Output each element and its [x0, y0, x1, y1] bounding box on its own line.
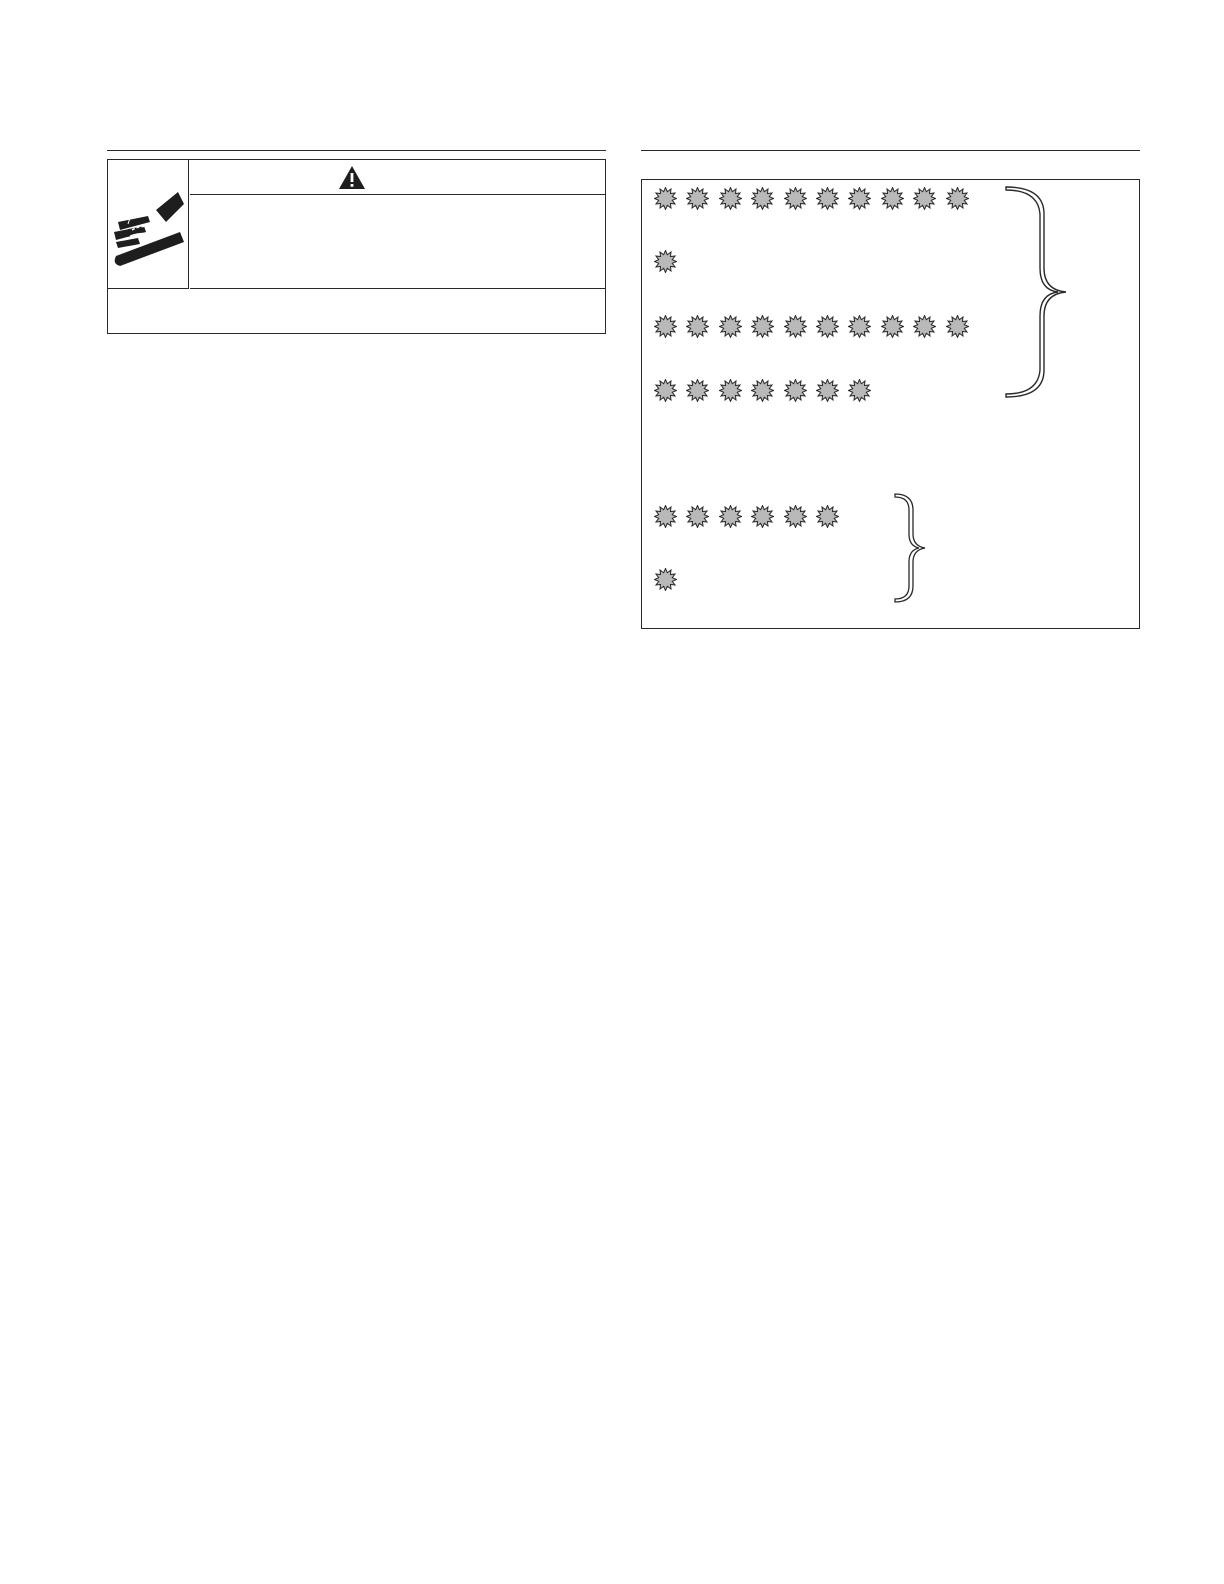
- starburst-icon: [719, 505, 742, 528]
- starburst-icon: [946, 315, 969, 338]
- high-pressure-injection-icon: [108, 160, 188, 288]
- starburst-icon: [719, 379, 742, 402]
- starburst-icon: [654, 568, 677, 591]
- starburst-icon: [816, 505, 839, 528]
- small-curly-brace: [893, 492, 929, 604]
- hazard-icon-cell: [108, 160, 189, 289]
- warning-header: [190, 160, 606, 195]
- starburst-icon: [784, 315, 807, 338]
- starburst-icon: [881, 187, 904, 210]
- starburst-icon: [751, 379, 774, 402]
- starburst-icon: [751, 505, 774, 528]
- starburst-row-6: [654, 568, 686, 594]
- starburst-icon: [848, 187, 871, 210]
- starburst-icon: [816, 315, 839, 338]
- starburst-icon: [913, 315, 936, 338]
- warning-triangle-icon: [338, 165, 366, 190]
- starburst-icon: [654, 379, 677, 402]
- top-rule-right: [641, 150, 1140, 151]
- large-curly-brace: [1004, 184, 1070, 400]
- starburst-icon: [686, 315, 709, 338]
- starburst-icon: [751, 187, 774, 210]
- starburst-panel: [641, 179, 1140, 629]
- warning-box: [107, 159, 606, 334]
- starburst-icon: [881, 315, 904, 338]
- starburst-icon: [848, 379, 871, 402]
- starburst-row-3: [654, 315, 978, 341]
- starburst-icon: [686, 187, 709, 210]
- starburst-icon: [784, 379, 807, 402]
- starburst-icon: [686, 379, 709, 402]
- warning-footer: [108, 290, 605, 334]
- starburst-row-2: [654, 250, 686, 276]
- starburst-icon: [784, 505, 807, 528]
- starburst-icon: [946, 187, 969, 210]
- starburst-row-1: [654, 187, 978, 213]
- starburst-row-4: [654, 379, 881, 405]
- top-rule-left: [107, 150, 606, 151]
- starburst-icon: [686, 505, 709, 528]
- starburst-icon: [784, 187, 807, 210]
- starburst-icon: [848, 315, 871, 338]
- starburst-icon: [654, 505, 677, 528]
- starburst-icon: [816, 187, 839, 210]
- starburst-icon: [913, 187, 936, 210]
- starburst-icon: [654, 250, 677, 273]
- starburst-icon: [719, 315, 742, 338]
- starburst-icon: [816, 379, 839, 402]
- starburst-icon: [654, 187, 677, 210]
- starburst-icon: [751, 315, 774, 338]
- starburst-icon: [719, 187, 742, 210]
- starburst-row-5: [654, 505, 848, 531]
- starburst-icon: [654, 315, 677, 338]
- warning-body: [190, 196, 606, 289]
